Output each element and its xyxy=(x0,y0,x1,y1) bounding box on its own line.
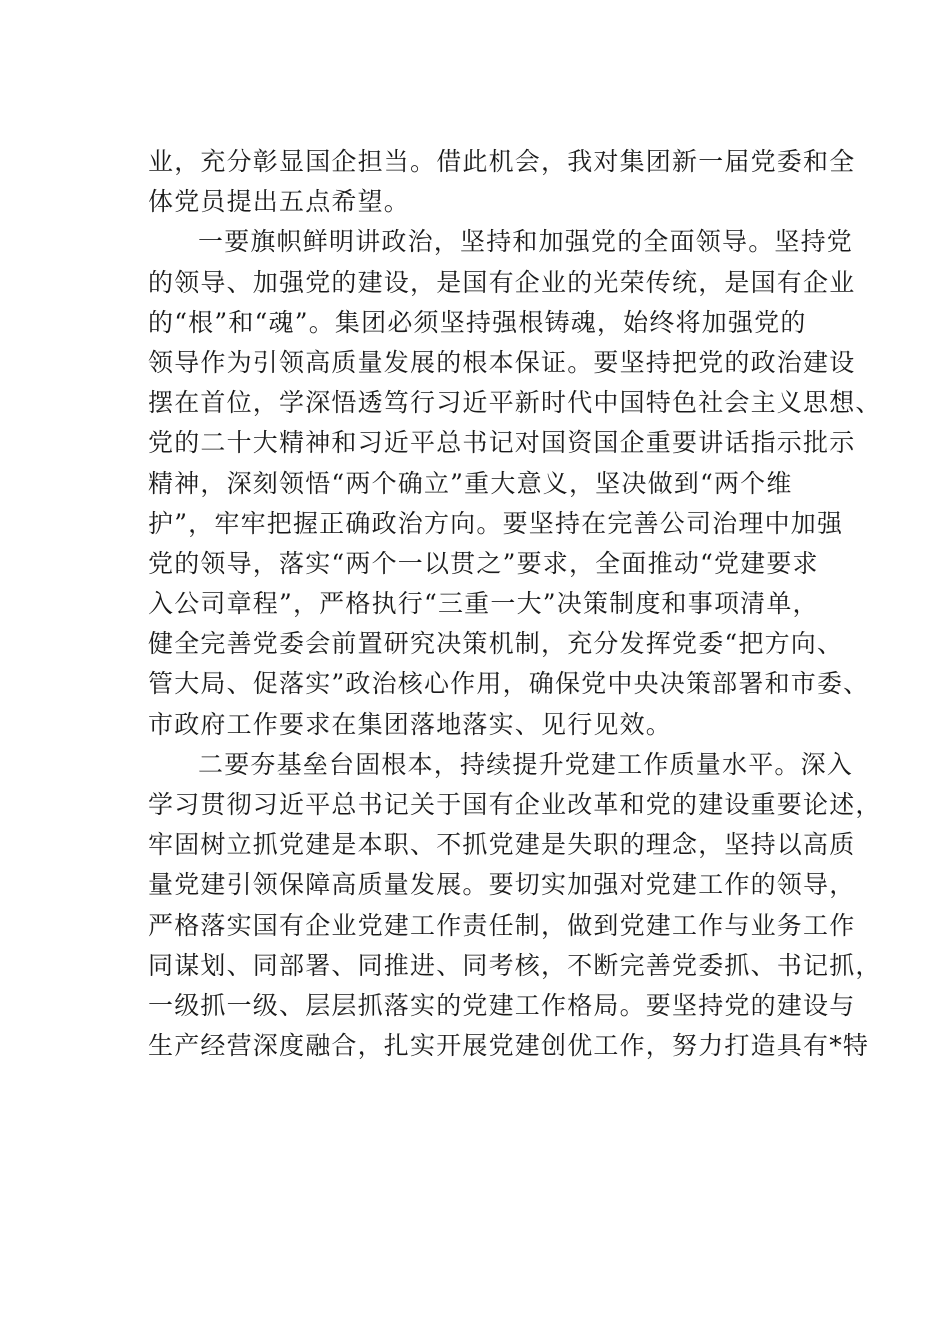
text-line: 的领导、加强党的建设，是国有企业的光荣传统，是国有企业 xyxy=(148,267,856,297)
text-line: 党的二十大精神和习近平总书记对国资国企重要讲话指示批示 xyxy=(148,428,856,458)
text-line: 业，充分彰显国企担当。借此机会，我对集团新一届党委和全 xyxy=(148,147,856,176)
text-line: 摆在首位，学深悟透笃行习近平新时代中国特色社会主义思想、 xyxy=(148,388,882,418)
paragraph-start-line: 一要旗帜鲜明讲政治，坚持和加强党的全面领导。坚持党 xyxy=(198,227,854,257)
text-line: 党的领导，落实“两个一以贯之”要求，全面推动“党建要求 xyxy=(148,548,819,578)
text-line: 精神，深刻领悟“两个确立”重大意义，坚决做到“两个维 xyxy=(148,468,793,498)
text-line: 生产经营深度融合，扎实开展党建创优工作，努力打造具有*特 xyxy=(148,1031,870,1061)
text-line: 入公司章程”，严格执行“三重一大”决策制度和事项清单， xyxy=(148,589,819,619)
text-line: 量党建引领保障高质量发展。要切实加强对党建工作的领导， xyxy=(148,870,856,900)
text-line: 的“根”和“魂”。集团必须坚持强根铸魂，始终将加强党的 xyxy=(148,307,807,337)
text-line: 管大局、促落实”政治核心作用，确保党中央决策部署和市委、 xyxy=(148,669,870,699)
text-line: 护”，牢牢把握正确政治方向。要坚持在完善公司治理中加强 xyxy=(148,508,844,538)
text-line: 领导作为引领高质量发展的根本保证。要坚持把党的政治建设 xyxy=(148,347,856,377)
text-line: 严格落实国有企业党建工作责任制，做到党建工作与业务工作 xyxy=(148,910,856,940)
text-line: 一级抓一级、层层抓落实的党建工作格局。要坚持党的建设与 xyxy=(148,990,856,1020)
paragraph-start-line: 二要夯基垒台固根本，持续提升党建工作质量水平。深入 xyxy=(198,749,854,779)
text-line: 牢固树立抓党建是本职、不抓党建是失职的理念，坚持以高质 xyxy=(148,830,856,860)
body-text xyxy=(148,142,882,1066)
text-line: 体党员提出五点希望。 xyxy=(148,187,411,217)
text-line: 学习贯彻习近平总书记关于国有企业改革和党的建设重要论述， xyxy=(148,790,882,819)
text-line: 健全完善党委会前置研究决策机制，充分发挥党委“把方向、 xyxy=(148,629,844,659)
text-line: 同谋划、同部署、同推进、同考核，不断完善党委抓、书记抓， xyxy=(148,950,882,980)
text-line: 市政府工作要求在集团落地落实、见行见效。 xyxy=(148,709,673,739)
